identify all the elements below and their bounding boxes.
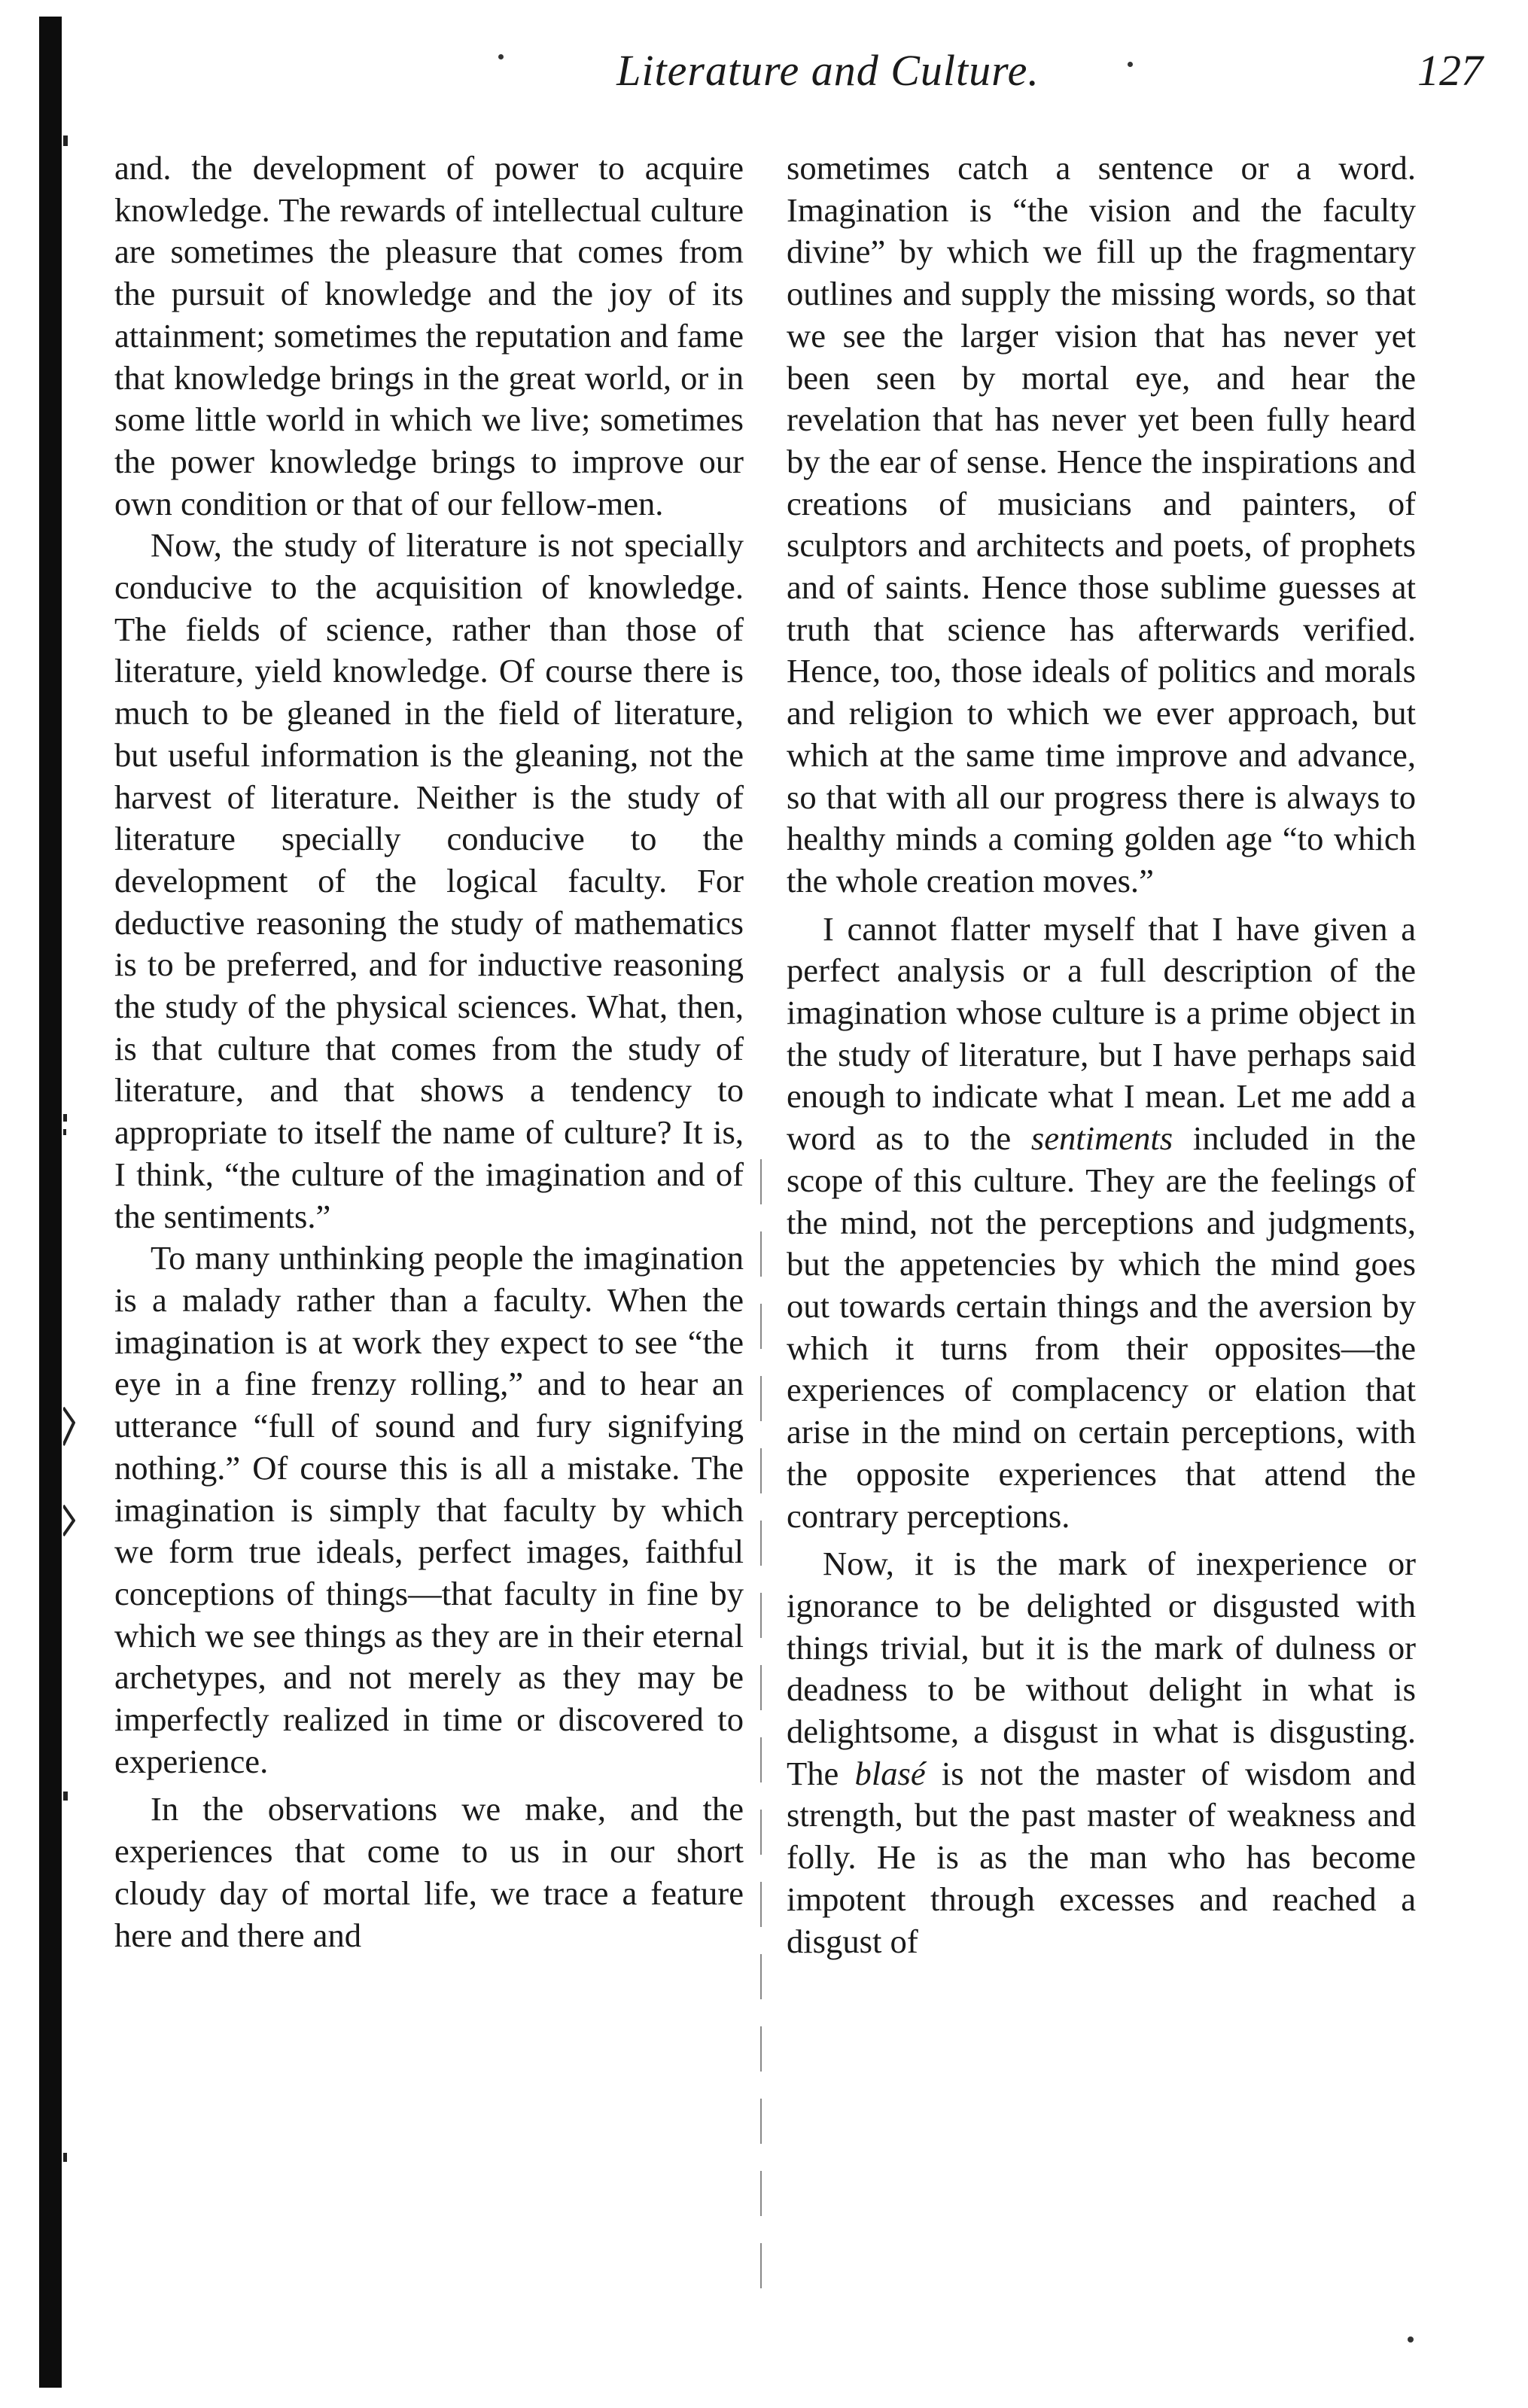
paragraph (787, 909, 1416, 1538)
italic-term: sentiments (1030, 1119, 1173, 1158)
left-column (114, 148, 744, 1956)
italic-term: blasé (854, 1754, 926, 1792)
running-title: Literature and Culture. (616, 46, 1039, 95)
binding-edge (39, 17, 62, 2388)
paragraph: and. the development of power to acquire knowledge. The rewards of intellectual culture are sometimes the pleasure that comes from the pursuit of knowledge and the joy of its attainment; sometimes the reputation and fame that knowledge brings in the great world, or in some little world in which we live; sometimes the power knowledge brings to improve our own condition or that of our fellow-men. (114, 149, 744, 522)
paragraph-text: Now, it is the mark of inexperience or ignorance to be delighted or disgusted with things trivial, but it is the mark of dulness or deadness to be without delight in what is delightsome, a disgust in what is disgusting. The (787, 1545, 1416, 1792)
paragraph-text: I cannot flatter myself that I have given a perfect analysis or a full description of the imagination whose culture is a prime object in the study of literature, but I have perhaps said enough to indicate what I mean. Let me add a word as to the (787, 909, 1416, 1158)
paragraph: In the observations we make, and the experiences that come to us in our short cloudy day of mortal life, we trace a feature here and there and (114, 1790, 744, 1954)
paragraph-text: is not the master of wisdom and strength, but the past master of weakness and folly. He is as the man who has become impotent through excesses and reached a disgust of (787, 1754, 1416, 1960)
paragraph: To many unthinking people the imagination is a malady rather than a faculty. When the imagination is at work they expect to see “the eye in a fine frenzy rolling,” and to hear an utterance “full of sound and fury signifying nothing.” Of course this is all a mistake. The imagination is simply that faculty by which we form true ideals, perfect images, faithful conceptions of things—that faculty in fine by which we see things as they are in their eternal archetypes, and not merely as they may be imperfectly realized in time or discovered to experience. (114, 1239, 744, 1780)
paragraph-text: included in the scope of this culture. They are the feelings of the mind, not the perceptions and judgments, but the appetencies by which the mind goes out towards certain things and the aversion by which it turns from their opposites—the experiences of complacency or elation that arise in the mind on certain perceptions, with the opposite experiences that attend the contrary perceptions. (787, 1119, 1416, 1535)
paragraph (787, 1543, 1416, 1962)
right-column (787, 148, 1416, 1962)
paragraph: sometimes catch a sentence or a word. Imagination is “the vision and the faculty divine” by which we fill up the fragmentary outlines and supply the missing words, so that we see the larger vision that has never yet been seen by mortal eye, and hear the revelation that has never yet been fully heard by the ear of sense. Hence the inspirations and creations of musicians and painters, of sculptors and architects and poets, of prophets and of saints. Hence those sublime guesses at truth that science has afterwards verified. Hence, too, those ideals of politics and morals and religion to which we ever approach, but which at the same time improve and advance, so that with all our progress there is always to healthy minds a coming golden age “to which the whole creation moves.” (787, 149, 1416, 900)
tail-mark (1408, 2336, 1414, 2343)
paragraph: Now, the study of literature is not specially conducive to the acquisition of knowledge. The fields of science, rather than those of literature, yield knowledge. Of course there is much to be gleaned in the field of literature, but useful information is the gleaning, not the harvest of literature. Neither is the study of literature specially conducive to the development of the logical faculty. For deductive reasoning the study of mathematics is to be preferred, and for inductive reasoning the study of the physical sciences. What, then, is that culture that comes from the study of literature, and that shows a tendency to appropriate to itself the name of culture? It is, I think, “the culture of the imagination and of the sentiments.” (114, 526, 744, 1235)
running-head (113, 45, 1483, 105)
page-number: 127 (1417, 46, 1483, 95)
column-rule (760, 1159, 762, 2303)
binding-specks (63, 0, 75, 2408)
